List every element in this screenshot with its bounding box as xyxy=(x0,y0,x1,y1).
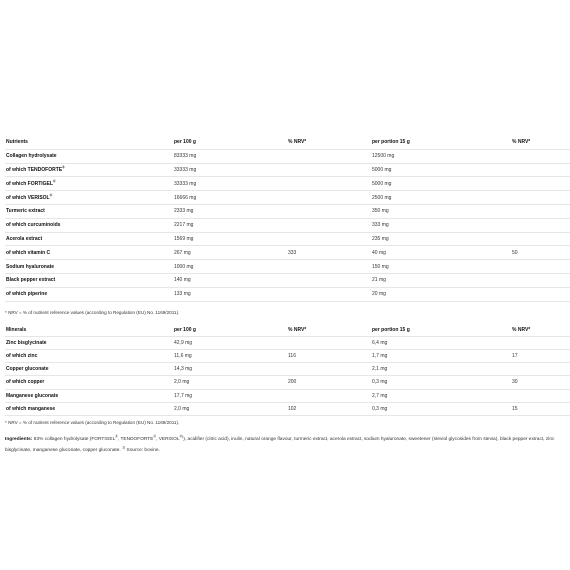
ingredients-label: Ingredients: xyxy=(5,436,33,442)
row-nrv-100g xyxy=(287,287,371,301)
row-per-portion-text: 0,3 mg xyxy=(372,405,388,412)
row-name xyxy=(5,149,173,163)
row-per-100g-text: 1569 mg xyxy=(174,235,194,242)
row-name-text: Manganese gluconate xyxy=(6,392,59,399)
row-name xyxy=(5,177,173,191)
header-per-portion: per portion 15 g xyxy=(371,136,511,149)
row-name xyxy=(5,376,173,389)
row-nrv-portion xyxy=(511,376,570,389)
row-per-portion-text: 0,3 mg xyxy=(372,379,388,386)
row-nrv-portion-text: 30 xyxy=(512,379,518,386)
ingredients-part-5: Source: bovine. xyxy=(125,447,160,453)
ingredients-sup-2: ® xyxy=(153,434,157,439)
row-per-100g-text: 2,0 mg xyxy=(174,379,190,386)
row-name xyxy=(5,260,173,274)
row-per-100g-text: 140 mg xyxy=(174,277,191,284)
row-name-text: Turmeric extract xyxy=(6,208,45,215)
row-per-100g xyxy=(173,246,287,260)
row-nrv-portion xyxy=(511,218,570,232)
row-per-100g-text: 17,7 mg xyxy=(174,392,193,399)
row-per-portion xyxy=(371,376,511,389)
row-per-portion xyxy=(371,287,511,301)
row-name-text: Acerola extract xyxy=(6,235,43,242)
row-nrv-portion xyxy=(511,287,570,301)
row-nrv-100g xyxy=(287,218,371,232)
row-nrv-portion-text: 17 xyxy=(512,353,518,360)
row-nrv-100g xyxy=(287,273,371,287)
row-name-text: of which FORTIGEL xyxy=(6,180,53,187)
row-per-100g-text: 33333 mg xyxy=(174,166,197,173)
nutrients-table xyxy=(5,136,570,302)
row-per-100g xyxy=(173,336,287,349)
table-row xyxy=(5,273,570,287)
row-name-text: Zinc bisglycinate xyxy=(6,339,47,346)
row-per-100g xyxy=(173,389,287,402)
header-minerals: Minerals xyxy=(5,324,173,337)
row-nrv-100g xyxy=(287,163,371,177)
row-name-text: Sodium hyaluronate xyxy=(6,263,55,270)
row-per-100g-text: 133 mg xyxy=(174,291,191,298)
row-nrv-100g xyxy=(287,149,371,163)
row-nrv-100g-text: 116 xyxy=(288,353,296,360)
ingredients-text xyxy=(5,434,570,456)
row-name xyxy=(5,273,173,287)
row-per-portion-text: 150 mg xyxy=(372,263,389,270)
ingredients-sup-1: ® xyxy=(115,434,118,439)
header-nrv-100g: % NRV* xyxy=(287,136,371,149)
row-nrv-100g xyxy=(287,177,371,191)
row-name xyxy=(5,218,173,232)
row-per-portion xyxy=(371,260,511,274)
header-per-100g: per 100 g xyxy=(173,136,287,149)
ingredients-sup-3b: ) xyxy=(182,434,184,439)
header-nutrients: Nutrients xyxy=(5,136,173,149)
row-name-text: Copper gluconate xyxy=(6,366,49,373)
row-per-100g xyxy=(173,177,287,191)
row-nrv-portion xyxy=(511,349,570,362)
row-name xyxy=(5,402,173,415)
row-per-100g-text: 1000 mg xyxy=(174,263,194,270)
row-nrv-100g xyxy=(287,260,371,274)
row-per-portion xyxy=(371,204,511,218)
ingredients-sup-3: ® xyxy=(179,434,183,439)
row-per-100g xyxy=(173,149,287,163)
table-row xyxy=(5,389,570,402)
row-nrv-100g xyxy=(287,402,371,415)
row-nrv-portion xyxy=(511,389,570,402)
table-row xyxy=(5,349,570,362)
row-per-100g xyxy=(173,376,287,389)
row-per-portion-text: 6,4 mg xyxy=(372,339,388,346)
row-per-portion-text: 2,1 mg xyxy=(372,366,388,373)
row-per-portion-text: 5000 mg xyxy=(372,166,392,173)
row-name-text: of which copper xyxy=(6,379,45,386)
row-per-100g xyxy=(173,204,287,218)
ingredients-part-2: , TENDOFORTE xyxy=(117,436,154,442)
row-name-text: Collagen hydrolysate xyxy=(6,153,57,160)
row-per-100g xyxy=(173,349,287,362)
row-nrv-100g xyxy=(287,336,371,349)
row-per-100g-text: 267 mg xyxy=(174,249,191,256)
registered-mark: ® xyxy=(49,192,53,197)
row-per-100g xyxy=(173,287,287,301)
table-row xyxy=(5,260,570,274)
row-nrv-100g xyxy=(287,191,371,205)
row-name-text: of which VERISOL xyxy=(6,194,50,201)
row-name-text: of which manganese xyxy=(6,405,56,412)
row-per-100g xyxy=(173,363,287,376)
row-per-100g-text: 14,3 mg xyxy=(174,366,193,373)
row-per-100g xyxy=(173,191,287,205)
header-per-100g: per 100 g xyxy=(173,324,287,337)
row-nrv-100g xyxy=(287,389,371,402)
header-per-portion: per portion 15 g xyxy=(371,324,511,337)
row-per-100g-text: 33333 mg xyxy=(174,180,197,187)
row-nrv-portion xyxy=(511,204,570,218)
minerals-nrv-note: * NRV = % of nutrient reference values (according to Regulation (EU) No. 1169/2011). xyxy=(5,419,180,425)
row-name-text: of which TENDOFORTE xyxy=(6,166,63,173)
row-per-portion-text: 2,7 mg xyxy=(372,392,388,399)
row-nrv-100g-text: 333 xyxy=(288,249,297,256)
row-nrv-portion-text: 50 xyxy=(512,249,518,256)
row-nrv-100g-text: 102 xyxy=(288,405,297,412)
row-per-portion-text: 333 mg xyxy=(372,222,389,229)
row-per-portion xyxy=(371,402,511,415)
row-per-portion-text: 21 mg xyxy=(372,277,386,284)
table-row xyxy=(5,232,570,246)
row-nrv-100g xyxy=(287,363,371,376)
nutrition-document xyxy=(5,136,570,456)
row-per-100g-text: 42,9 mg xyxy=(174,339,193,346)
row-per-portion xyxy=(371,191,511,205)
table-row xyxy=(5,163,570,177)
row-nrv-100g xyxy=(287,246,371,260)
row-per-portion xyxy=(371,363,511,376)
table-row xyxy=(5,149,570,163)
row-name xyxy=(5,389,173,402)
row-nrv-100g xyxy=(287,232,371,246)
row-nrv-portion xyxy=(511,149,570,163)
row-per-100g-text: 16666 mg xyxy=(174,194,197,201)
row-name xyxy=(5,349,173,362)
row-name-text: of which zinc xyxy=(6,353,38,360)
row-nrv-portion xyxy=(511,363,570,376)
row-per-portion xyxy=(371,336,511,349)
row-nrv-portion xyxy=(511,260,570,274)
header-nrv-portion: % NRV* xyxy=(511,136,570,149)
registered-mark: ® xyxy=(62,165,65,170)
row-per-100g xyxy=(173,218,287,232)
row-per-portion xyxy=(371,218,511,232)
registered-mark: ® xyxy=(52,179,56,184)
row-name xyxy=(5,232,173,246)
table-row xyxy=(5,402,570,415)
ingredients-sup-4: 1) xyxy=(122,445,126,450)
row-per-portion-text: 350 mg xyxy=(372,208,389,215)
row-per-portion-text: 5000 mg xyxy=(372,180,392,187)
row-name-text: of which piperine xyxy=(6,291,48,298)
row-per-100g-text: 2217 mg xyxy=(174,222,194,229)
row-per-100g-text: 2333 mg xyxy=(174,208,194,215)
row-nrv-portion xyxy=(511,232,570,246)
row-per-100g-text: 83333 mg xyxy=(174,153,197,160)
row-per-portion-text: 1,7 mg xyxy=(372,353,388,360)
table-row xyxy=(5,287,570,301)
ingredients-part-4: ), acidifier (citric acid), inulin, natural orange flavour, turmeric extract, acerola extract, sodium hyaluronate, sweetener (steviol glycosides from stevia), black pepper extract, zinc bisglycinate, manganese gluconate, copper gluconate. xyxy=(5,436,555,453)
row-per-portion-text: 235 mg xyxy=(372,235,389,242)
header-nrv-100g: % NRV* xyxy=(287,324,371,337)
row-per-portion-text: 2500 mg xyxy=(372,194,392,201)
row-per-100g-text: 2,0 mg xyxy=(174,405,190,412)
row-nrv-portion xyxy=(511,402,570,415)
minerals-header-row xyxy=(5,324,570,337)
row-name xyxy=(5,363,173,376)
row-per-portion xyxy=(371,232,511,246)
row-per-portion xyxy=(371,389,511,402)
table-row xyxy=(5,376,570,389)
row-name xyxy=(5,246,173,260)
table-row xyxy=(5,218,570,232)
row-name xyxy=(5,163,173,177)
ingredients-part-1: 83% collagen hydrolysate (FORTIGEL xyxy=(32,436,116,442)
row-name xyxy=(5,287,173,301)
table-row xyxy=(5,177,570,191)
row-per-100g xyxy=(173,163,287,177)
table-row xyxy=(5,363,570,376)
header-nrv-portion: % NRV* xyxy=(511,324,570,337)
table-row xyxy=(5,336,570,349)
row-nrv-portion xyxy=(511,163,570,177)
row-nrv-portion xyxy=(511,246,570,260)
table-row xyxy=(5,191,570,205)
row-per-portion xyxy=(371,349,511,362)
nutrients-header-row xyxy=(5,136,570,149)
row-nrv-100g-text: 200 xyxy=(288,379,297,386)
row-per-100g xyxy=(173,273,287,287)
row-nrv-portion xyxy=(511,273,570,287)
row-per-portion xyxy=(371,273,511,287)
row-nrv-100g xyxy=(287,204,371,218)
row-per-100g xyxy=(173,260,287,274)
minerals-table xyxy=(5,324,570,416)
table-row xyxy=(5,246,570,260)
row-nrv-portion xyxy=(511,177,570,191)
nutrients-nrv-note: * NRV = % of nutrient reference values (according to Regulation (EU) No. 1169/2011). xyxy=(5,309,180,315)
row-name xyxy=(5,191,173,205)
row-per-portion-text: 12500 mg xyxy=(372,153,395,160)
row-per-portion xyxy=(371,163,511,177)
row-per-100g-text: 11,6 mg xyxy=(174,353,192,360)
row-per-100g xyxy=(173,232,287,246)
ingredients-part-3: , VERISOL xyxy=(156,436,180,442)
row-per-portion-text: 20 mg xyxy=(372,291,386,298)
row-name-text: of which curcuminoids xyxy=(6,222,61,229)
table-row xyxy=(5,204,570,218)
row-nrv-portion xyxy=(511,336,570,349)
row-per-100g xyxy=(173,402,287,415)
row-per-portion-text: 40 mg xyxy=(372,249,386,256)
row-nrv-100g xyxy=(287,349,371,362)
row-nrv-portion-text: 15 xyxy=(512,405,518,412)
row-nrv-portion xyxy=(511,191,570,205)
row-per-portion xyxy=(371,177,511,191)
row-name-text: of which vitamin C xyxy=(6,249,51,256)
row-nrv-100g xyxy=(287,376,371,389)
row-per-portion xyxy=(371,149,511,163)
row-name-text: Black pepper extract xyxy=(6,277,56,284)
row-name xyxy=(5,336,173,349)
row-name xyxy=(5,204,173,218)
row-per-portion xyxy=(371,246,511,260)
